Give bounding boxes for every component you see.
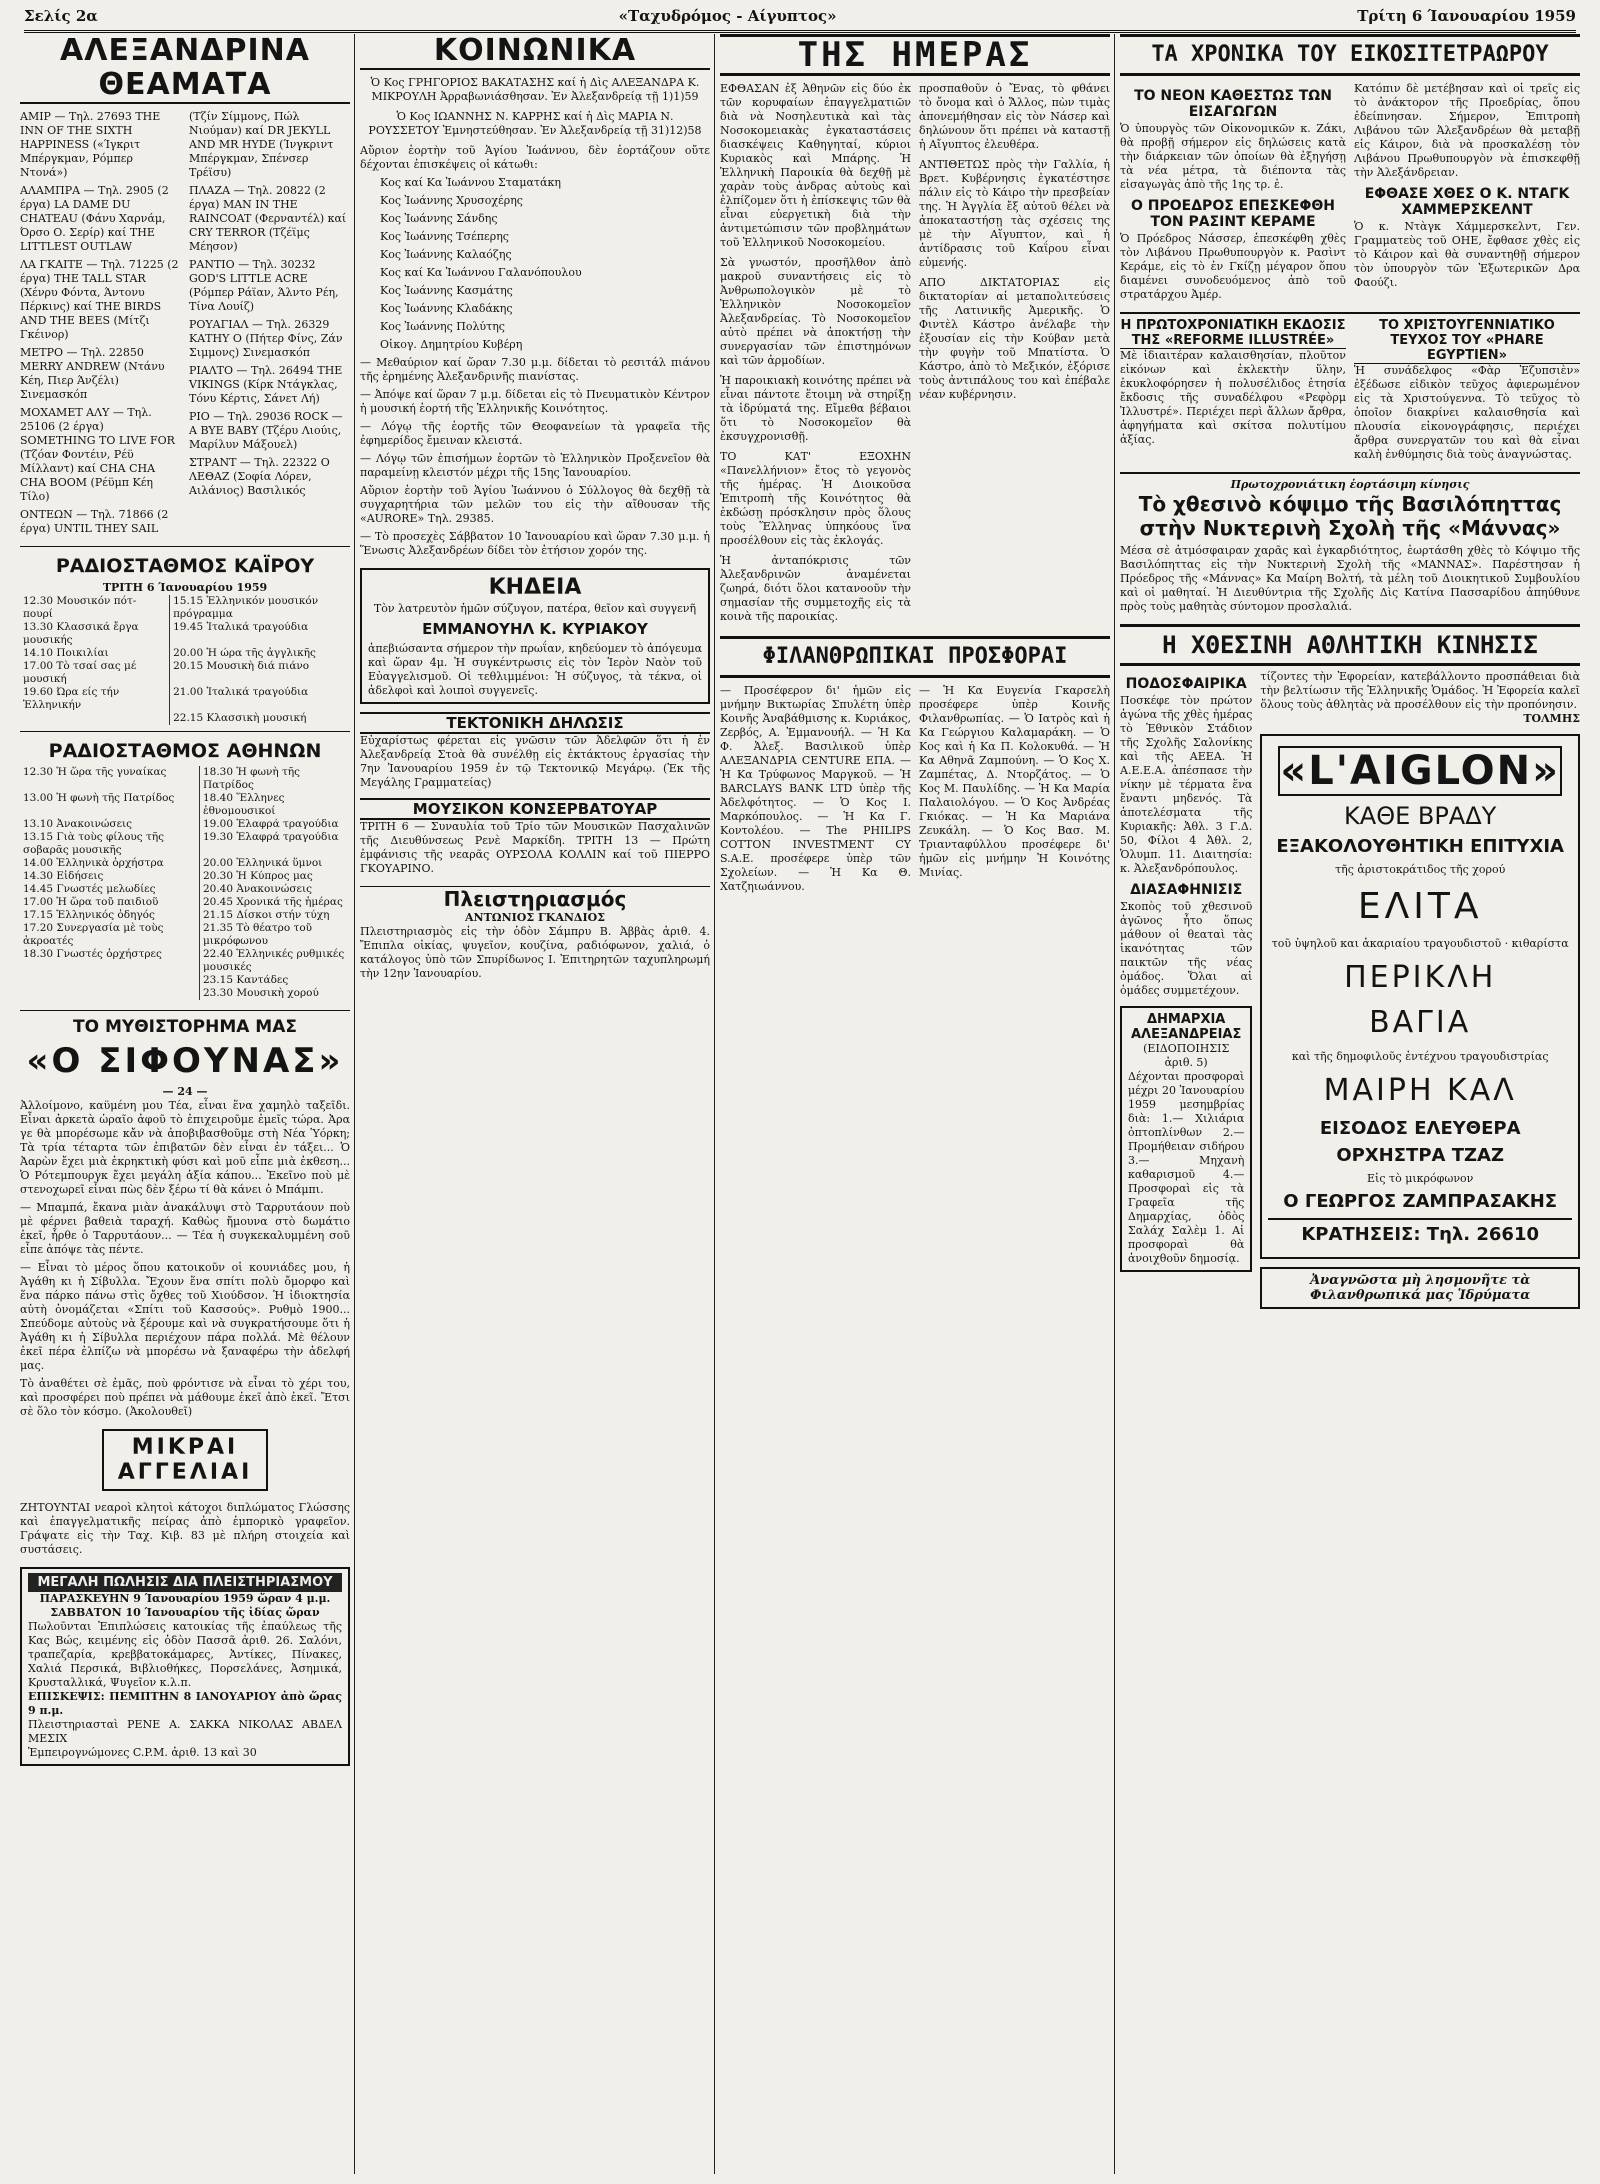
cinema-item: ΡΙΟ — Τηλ. 29036 ROCK — A BYE BABY (Τζέρυ Λιούις, Μαρίλυν Μάξουελ) <box>189 410 343 451</box>
schedule-entry: 13.00 Ἡ φωνὴ τῆς Πατρίδος <box>20 792 199 818</box>
press-text: Ἡ συνάδελφος «Φὰρ Ἐζυπσιὲν» ἐξέδωσε εἰδικὸν τεῦχος ἀφιερωμένον εἰς τὰ Χριστούγεννα. Τὸ τεῦχος τὸ ὁποῖον διακρίνει καλαισθησία καὶ πλουσία εἰκονογράφησις, περιέχει ἄρθρα συνεργατῶν του καὶ θὰ εἶναι καλὴ ἐνθύμησις διὰ τοὺς ἀναγνώστας. <box>1354 364 1580 461</box>
news-text: Ὁ ὑπουργὸς τῶν Οἰκονομικῶν κ. Ζάκι, θὰ προβῇ σήμερον εἰς δηλώσεις κατὰ τὴν διάρκειαν τῶν ὁποίων θὰ ἐξηγήσῃ τὰ νέα μέτρα, τὰ διέποντα τὰς εἰσαγωγὰς ἀπὸ τῆς 1ης τρ. ἐ. <box>1120 122 1346 191</box>
cinema-item: ΜΟΧΑΜΕΤ ΑΛΥ — Τηλ. 25106 (2 έργα) SOMETHING TO LIVE FOR (Τζόαν Φοντέιν, Ρέϋ Μίλλαντ) καί CHA CHA CHA BOOM (Ρέϋμπ Κέη Τίλο) <box>20 406 175 503</box>
news-text: Κατόπιν δὲ μετέβησαν καὶ οἱ τρεῖς εἰς τὸ ἀνάκτορον τῆς Προεδρίας, ὅπου ἐδείπνησαν. Σήμερον, Ἐπιτροπὴ Λιβάνου τῶν Ἀλεξανδρέων θὰ μεταβῇ εἰς Κάιρον, διὰ νὰ προσκαλέσῃ τὸν Λιβάνου Πρωθυπουργὸν νὰ ἐπισκεφθῇ τὴν Ἀλεξάνδρειαν. <box>1354 82 1580 179</box>
cinema-item: ΟΝΤΕΩΝ — Τηλ. 71866 (2 έργα) UNTIL THEY SAIL <box>20 508 169 535</box>
schedule-entry: 19.60 Ώρα είς τήν Ἑλληνικήν <box>20 686 170 712</box>
schedule-entry: 14.45 Γνωστές μελωδίες <box>20 883 199 896</box>
engagement-notice: Ὁ Κος ΙΩΑΝΝΗΣ Ν. ΚΑΡΡΗΣ καί ἡ Δὶς ΜΑΡΙΑ Ν. ΡΟΥΣΣΕΤΟΥ Ἐμνηστεύθησαν. Ἐν Ἀλεξανδρείᾳ τῇ 31)12)58 <box>368 110 702 137</box>
schedule-entry: 20.40 Ἀνακοινώσεις <box>202 883 312 895</box>
auction-text: Πωλοῦνται Ἐπιπλώσεις κατοικίας τῆς ἐπαύλεως τῆς Κας Βώς, κειμένης εἰς ὁδὸν Πασσᾶ ἀριθ. 26. Σαλόνι, τραπεζαρία, κρεββατοκάμαρες, Ἀντίκες, Πίνακες, Χαλιά Περσικά, Βιβλιοθήκες, Πορσελάνες, Ἀσημικά, Κρυσταλλικά, Ψυγεῖον κ.λ.π. <box>28 1620 342 1689</box>
masthead <box>24 6 1576 33</box>
column-rule <box>354 34 355 2174</box>
schedule-entry: 21.00 Ἰταλικά τραγούδια <box>173 686 309 698</box>
social-item: — Μεθαύριον καί ὥραν 7.30 μ.μ. δίδεται τὸ ρεσιτάλ πιάνου τῆς ἐρημένης Ἀλεξανδρινῆς πιανίστας. <box>360 356 710 383</box>
schedule-entry: 18.40 Ἕλληνες ἐθνομουσικοί <box>202 792 285 817</box>
auction2-name: ΑΝΤΩΝΙΟΣ ΓΚΑΝΔΙΟΣ <box>465 911 605 924</box>
news-title: Ο ΠΡΟΕΔΡΟΣ ΕΠΕΣΚΕΦΘΗ ΤΟΝ ΡΑΣΙΝΤ ΚΕΡΑΜΕ <box>1131 198 1335 230</box>
schedule-entry: 20.00 Ἑλληνικά ὕμνοι <box>202 857 323 869</box>
cinema-item: (Τζίν Σίμμονς, Πώλ Νιούμαν) καί DR JEKYLL AND MR HYDE (Ίνγκριντ Μπέργκμαν, Σπένσερ Τρέϊσυ) <box>189 110 334 179</box>
sports-columns <box>1120 670 1580 1317</box>
aiglon-caption: τῆς ἀριστοκράτιδος τῆς χορού <box>1335 863 1506 876</box>
funeral-name: ΕΜΜΑΝΟΥΗΛ Κ. ΚΥΡΙΑΚΟΥ <box>422 620 648 638</box>
schedule-entry: 17.20 Συνεργασία μὲ τοὺς ἀκροατές <box>20 922 199 948</box>
schedule-entry: 13.15 Γιὰ τοὺς φίλους τῆς σοβαρᾶς μουσικῆς <box>20 831 199 857</box>
cinema-listings <box>20 110 350 540</box>
auction-date: ΣΑΒΒΑΤΟΝ 10 Ίανουαρίου τῆς ἰδίας ὥραν <box>50 1606 320 1619</box>
page-number: Σελίς 2α <box>24 7 98 25</box>
news-title: ΕΦΘΑΣΕ ΧΘΕΣ Ο Κ. ΝΤΑΓΚ ΧΑΜΜΕΡΣΚΕΛΝΤ <box>1364 186 1570 218</box>
section-title-day: ΤΗΣ ΗΜΕΡΑΣ <box>720 34 1110 76</box>
aiglon-performer: ΜΑΙΡΗ ΚΑΛ <box>1323 1073 1517 1108</box>
masonic-text: Εὐχαρίστως φέρεται εἰς γνῶσιν τῶν Ἀδελφῶν ὅτι ἡ ἐν Ἀλεξανδρείᾳ Στοὰ θὰ συνέλθῃ εἰς ἐκτάκτους ἐργασίας τὴν 7ην Ἰανουαρίου 1959 ἐν τῷ Τεκτονικῷ Μεγάρῳ. (Ἐκ τῆς Μεγάλης Γραμματείας) <box>360 734 710 789</box>
schedule-entry: 20.15 Μουσικὴ διά πιάνο <box>173 660 310 672</box>
nameday-item: Κος Ἰωάννης Σάνδης <box>380 212 498 225</box>
event-text: Μέσα σὲ ἀτμόσφαιραν χαρᾶς καὶ ἐγκαρδιότητος, ἑωρτάσθη χθὲς τὸ Κόψιμο τῆς Βασιλόπηττας εἰς τὴν Νυκτερινὴ Σχολὴ τῆς «ΜΑΝΝΑΣ». Παρέστησαν ἡ Πρόεδρος τῆς «Μάννας» Κα Μαίρη Βολτή, τὰ μέλη τοῦ Διοικητικοῦ Συμβουλίου καὶ οἱ μαθηταί. Ἡ Διευθύντρια τῆς Σχολῆς Δὶς Κατίνα Πασσαρίδου ἀπηύθυνε πρὸς τοὺς μαθητὰς σύντομον προσλαλιά. <box>1120 544 1580 613</box>
day-article: Ἡ ἀνταπόκρισις τῶν Ἀλεξανδρινῶν ἀναμένεται ζωηρά, διότι ὅλοι κατανοοῦν τὴν σημασίαν τῆς συμμετοχῆς εἰς τὰ κοινὰ τῆς παροικίας. <box>720 554 911 623</box>
schedule-entry: 23.30 Μουσικὴ χορού <box>202 987 319 999</box>
aiglon-reservations: ΚΡΑΤΗΣΕΙΣ: Τηλ. 26610 <box>1268 1218 1572 1245</box>
column-entertainment <box>20 34 350 2174</box>
auction2-title: Πλειστηριασμός <box>360 886 710 911</box>
event-title: Τὸ χθεσινὸ κόψιμο τῆς Βασιλόπηττας στὴν Νυκτερινὴ Σχολὴ τῆς «Μάννας» <box>1138 492 1562 540</box>
press-title: ΤΟ ΧΡΙΣΤΟΥΓΕΝΝΙΑΤΙΚΟ ΤΕΥΧΟΣ ΤΟΥ «PHARE EGYPTIEN» <box>1354 318 1580 364</box>
sports-sub: ΠΟΔΟΣΦΑΙΡΙΚΑ <box>1125 676 1247 692</box>
schedule-entry: 20.45 Χρονικά τῆς ἡμέρας <box>202 896 343 908</box>
schedule-entry: 19.00 Ἐλαφρά τραγούδια <box>202 818 339 830</box>
schedule-entry: 15.15 Ἑλληνικόν μουσικόν πρόγραμμα <box>173 595 319 620</box>
novel-paragraph: — Εἶναι τὸ μέρος ὅπου κατοικοῦν οἱ κουνιάδες μου, ἡ Ἀγάθη κι ἡ Σίβυλλα. Ἔχουν ἕνα σπίτι πολὺ ὄμορφο καὶ ἕνα πάρκο πάνω στὶς ὄχθες τοῦ Χιούδσον. Ἡ ἰδιοκτησία αὐτὴ ὀνομάζεται «Σπίτι τοῦ Κασσούς». Ρυθμὸ 1900... Σπεύδομε αὐτοὺς νὰ ξέρουμε καὶ νὰ συγκρατήσουμε ὅτι ἡ Ἀγάθη κι ἡ Σίβυλλα περιέχουν πάρα πολλά. Μὲ θέλουν ἐκεῖ πέρα ἐλπίζω νὰ μπορέσω νὰ ξαναφέρω τὴν ἀδελφή μας. <box>20 1261 350 1372</box>
classified-ad: ΖΗΤΟΥΝΤΑΙ νεαροὶ κλητοὶ κάτοχοι διπλώματος Γλώσσης καὶ ἐπαγγελματικῆς πείρας ἀπὸ ἐμπορικὸ γραφεῖον. Γράψατε εἰς τὴν Ταχ. Κιβ. 83 μὲ πλήρη στοιχεία καὶ συστάσεις. <box>20 1501 350 1556</box>
aiglon-performer: ΠΕΡΙΚΛΗ <box>1344 960 1497 995</box>
novel-label: ΤΟ ΜΥΘΙΣΤΟΡΗΜΑ ΜΑΣ <box>73 1017 297 1037</box>
aiglon-name: «L'AIGLON» <box>1280 748 1560 794</box>
funeral-intro: Τὸν λατρευτὸν ἡμῶν σύζυγον, πατέρα, θεῖον καὶ συγγενῆ <box>373 602 697 615</box>
engagement-notice: Ὁ Κος ΓΡΗΓΟΡΙΟΣ ΒΑΚΑΤΑΣΗΣ καί ἡ Δὶς ΑΛΕΞΑΝΔΡΑ Κ. ΜΙΚΡΟΥΛΗ Ἀρραβωνιάσθησαν. Ἐν Ἀλεξανδρείᾳ τῇ 1)1)59 <box>370 76 700 103</box>
day-article: ΑΝΤΙΘΕΤΩΣ πρὸς τὴν Γαλλία, ἡ Βρετ. Κυβέρνησις ἐγκατέστησε πάλιν εἰς τὸ Κάιρο τὴν πρεσβείαν της. Ἡ Ἀγγλία ἔξ αὐτοῦ θέλει νὰ ἀποκαταστήσῃ τὰς σχέσεις της μὲ τὴν Αἴγυπτον, καὶ ἡ ἀντίδρασις τοῦ Καΐρου εἶναι εὐμενής. <box>919 158 1110 269</box>
nameday-item: Κος Ἰωάννης Κλαδάκης <box>380 302 513 315</box>
novel-installment: — 24 — <box>162 1085 208 1098</box>
social-item: Αὔριον ἑορτὴν τοῦ Ἁγίου Ἰωάννου ὁ Σύλλογος θὰ δεχθῇ τὰ συγχαρητήρια τῶν μελῶν του εἰς τὴν αἴθουσαν τῆς «AURORE» Τηλ. 29385. <box>360 484 710 525</box>
schedule-entry: 13.30 Κλασσικά ἔργα μουσικής <box>20 621 170 647</box>
sports-text: Ποσκέφε τὸν πρώτον ἀγώνα τῆς χθὲς ἡμέρας τὸ Ἐθνικὸν Στάδιον τῆς Σχολῆς Σαλονίκης καὶ τῆς ΑΕΕΑ. Ἡ Α.Ε.Ε.Α. ἀπέσπασε τὴν νίκην μὲ τέρματα ἕνα ἔναντι μηδενός. Τὰ ἀποτελέσματα τῆς Κυριακῆς: Ἀθλ. 3 Γ.Δ. 50, Φίλοι 4 Ἀθλ. 2, Ὁλυμπ. 11. Διαιτησία: κ. Ἀλεξανδρόπουλος. <box>1120 694 1253 875</box>
day-article: ΑΠΟ ΔΙΚΤΑΤΟΡΙΑΣ εἰς δικτατορίαν αἱ μεταπολιτεύσεις τῆς Λατινικῆς Ἀμερικῆς. Ὁ Φιντὲλ Κάστρο ἀνέλαβε τὴν ἐξουσίαν εἰς τὴν Κούβαν μετὰ τὴν φυγὴν τοῦ Μπατίστα. Ὁ Κάστρο, ἀπὸ τὸ Μεξικόν, ἐξόρισε τοὺς ἀντιπάλους του καὶ ἐπέβαλε νέαν κυβέρνησιν. <box>919 276 1110 401</box>
auction-visit: ΕΠΙΣΚΕΨΙΣ: ΠΕΜΠΤΗΝ 8 ΙΑΝΟΥΑΡΙΟΥ ἀπὸ ὥρας 9 π.μ. <box>28 1690 342 1717</box>
municipality-sub: (ΕΙΔΟΠΟΙΗΣΙΣ ἀριθ. 5) <box>1143 1042 1230 1069</box>
press-title: Η ΠΡΩΤΟΧΡΟΝΙΑΤΙΚΗ ΕΚΔΟΣΙΣ ΤΗΣ «REFORME ILLUSTRÉE» <box>1120 318 1346 348</box>
chronicles-columns <box>1120 82 1580 302</box>
issue-date: Τρίτη 6 Ίανουαρίου 1959 <box>1357 7 1576 25</box>
aiglon-ad <box>1260 734 1580 1259</box>
column-rule <box>1114 34 1115 2174</box>
nameday-intro: Αὔριον ἑορτὴν τοῦ Ἁγίου Ἰωάννου, δὲν ἑορτάζουν οὔτε δέχονται ἐπισκέψεις οἱ κάτωθι: <box>360 144 710 171</box>
press-columns <box>1120 312 1580 462</box>
cinema-item: ΜΕΤΡΟ — Τηλ. 22850 MERRY ANDREW (Ντάνυ Κέη, Πιερ Άνζέλι) Σινεμασκόπ <box>20 346 165 401</box>
radio-cairo-title: ΡΑΔΙΟΣΤΑΘΜΟΣ ΚΑΪΡΟΥ <box>55 555 315 577</box>
schedule-entry: 22.15 Κλασσικὴ μουσική <box>173 712 307 724</box>
schedule-entry: 17.00 Ἡ ὥρα τοῦ παιδιοῦ <box>20 896 199 909</box>
nameday-item: Κος Ἰωάννης Κασμάτης <box>380 284 513 297</box>
aiglon-caption: τοῦ ὑψηλοῦ και ἀκαριαίου τραγουδιστοῦ · κιθαρίστα <box>1271 937 1569 950</box>
day-columns <box>720 82 1110 624</box>
sports-text: τίζοντες τὴν Ἐφορείαν, κατεβάλλοντο προσπάθειαι διὰ τὴν βελτίωσιν τῆς Ἑλληνικῆς Ὁμάδος. Ἡ Ἐφορεία καλεῖ ὅλους τοὺς ἀθλητὰς νὰ προσέλθουν εἰς τὴν προπόνησιν. <box>1260 670 1580 711</box>
schedule-entry: 14.00 Ἑλληνικὰ ὀρχήστρα <box>20 857 199 870</box>
nameday-item: Κος Ἰωάννης Πολύτης <box>380 320 505 333</box>
cinema-item: ΣΤΡΑΝΤ — Τηλ. 22322 Ο ΛΕΘΑΖ (Σοφία Λόρεν, Αιλάνιος) Βασιλικός <box>189 456 330 497</box>
social-item: — Ἀπόψε καί ὥραν 7 μ.μ. δίδεται εἰς τὸ Πνευματικὸν Κέντρον ἡ μουσική ἑορτή τῆς Ἑλληνικῆς Κοινότητος. <box>360 388 710 415</box>
column-rule <box>714 34 715 2174</box>
radio-athens-schedule <box>20 766 350 1000</box>
charity-list: — Προσέφερον δι' ἡμῶν εἰς μνήμην Βικτωρίας Σπυλέτη ὑπὲρ Κοινῆς Ἀναβάθμισης κ. Κυριάκος, Ζερβός, Α. Ἐμμανουήλ. — Ἡ Κα Φ. Ἀλεξ. Βασιλικοῦ ὑπὲρ ΑΛΕΞΑΝΔΡΙΑ CENTURE ΕΠΑ. — Ἡ Κα Τρύφωνος Μαργκοῦ. — Ἡ BARCLAYS BANK LTD ὑπὲρ τῆς Ἀδελφότητος. — Ὁ Κος Ι. Μαρκόπουλος. — Ἡ Κα Γ. Κοντολέου. — The PHILIPS COTTON INVESTMENT CY S.A.E. προσέφερε ὑπὲρ τῶν Σχολείων. — Ἡ Κα Θ. Χατζηιωάννου. <box>720 684 911 893</box>
column-chronicles <box>1120 34 1580 2174</box>
schedule-entry: 22.40 Ἑλληνικές ρυθμικές μουσικές <box>202 948 345 973</box>
aiglon-free-entry: ΕΙΣΟΔΟΣ ΕΛΕΥΘΕΡΑ <box>1319 1118 1521 1139</box>
section-title-social: ΚΟΙΝΩΝΙΚΑ <box>360 34 710 70</box>
event-article <box>1120 472 1580 614</box>
funeral-title: ΚΗΔΕΙΑ <box>488 575 582 600</box>
schedule-entry: 13.10 Ἀνακοινώσεις <box>20 818 199 831</box>
aiglon-performer: Ο ΓΕΩΡΓΟΣ ΖΑΜΠΡΑΣΑΚΗΣ <box>1283 1191 1558 1212</box>
schedule-entry: 17.15 Ἑλληνικός ὀδηγός <box>20 909 199 922</box>
auction-experts: Ἐμπειρογνώμονες C.P.M. ἀριθ. 13 καὶ 30 <box>28 1746 257 1759</box>
column-social <box>360 34 710 2174</box>
nameday-item: Κος Ἰωάννης Καλαόζης <box>380 248 512 261</box>
auction-ad <box>20 1567 350 1766</box>
novel-paragraph: Τὸ ἀναθέτει σὲ ἐμᾶς, ποὺ φρόντισε νὰ εἶναι τὸ χέρι του, καὶ προσφέρει ποὺ πρέπει νὰ μάθουμε ἐκεῖ ἀπὸ ἐκεῖ. Ἔτσι σὲ ὅλο τὸν κόσμο. (Ἀκολουθεῖ) <box>20 1377 350 1418</box>
funeral-notice <box>360 568 710 704</box>
novel-title: «Ο ΣΙΦΟΥΝΑΣ» <box>26 1041 344 1081</box>
nameday-item: Κος καί Κα Ἰωάννου Γαλανόπουλου <box>380 266 582 279</box>
radio-cairo-schedule <box>20 595 350 725</box>
aiglon-every-night: ΚΑΘΕ ΒΡΑΔΥ <box>1344 802 1497 830</box>
schedule-entry: 18.30 Ἡ φωνὴ τῆς Πατρίδος <box>202 766 301 791</box>
schedule-entry: 12.30 Μουσικόν πότ-πουρί <box>20 595 170 621</box>
auction-auctioneers: Πλειστηριασταὶ ΡΕΝΕ Α. ΣΑΚΚΑ ΝΙΚΟΛΑΣ ΑΒΔΕΛ ΜΕΣΙΧ <box>28 1718 342 1745</box>
municipality-text: Δέχονται προσφοραὶ μέχρι 20 Ἰανουαρίου 1959 μεσημβρίας διὰ: 1.— Χιλιάρια ὀπτοπλίνθων 2.— Προμήθειαν σιδήρου 3.— Μηχανὴ καθαρισμοῦ 4.— Προσφοραὶ εἰς τὰ Γραφεῖα τῆς Δημαρχίας, ὁδὸς Σαλάχ Σαλὲμ 1. Αἱ προσφοραὶ θὰ ἀνοιχθοῦν δημοσίᾳ. <box>1128 1070 1245 1265</box>
day-article: ΕΦΘΑΣΑΝ ἐξ Ἀθηνῶν εἰς δύο ἐκ τῶν κορυφαίων ἐπαγγελματιῶν διὰ νὰ Νοσηλευτικὰ καὶ τὰς Νοσοκομειακὰς ἐγκαταστάσεις διασκέψεις Καθηγηταί, κύριοι Κυριακὸς καὶ Μπάρης. Ἡ Ἑλληνικὴ Παροικία θὰ δεχθῇ μὲ χαρὰν τοὺς ἀνδρας αὐτοὺς καὶ ἐλπίζομεν ὅτι ἡ ἐπίσκεψις τῶν θὰ εἶναι εὐεργετικὴ διὰ τὴν ἀντιμετώπισιν τῶν προβλημάτων τοῦ Ἑλληνικοῦ Νοσοκομείου. <box>720 82 911 249</box>
charity-title: ΦΙΛΑΝΘΡΩΠΙΚΑΙ ΠΡΟΣΦΟΡΑΙ <box>720 636 1110 678</box>
schedule-entry: 14.10 Ποικιλίαι <box>20 647 170 660</box>
cinema-item: ΑΛΑΜΠΡΑ — Τηλ. 2905 (2 έργα) LA DAME DU CHATEAU (Φάνυ Χαρνάμ, Όρσο Ο. Σερίρ) καί THE LITTLEST OUTLAW <box>20 184 169 253</box>
aiglon-success: ΕΞΑΚΟΛΟΥΘΗΤΙΚΗ ΕΠΙΤΥΧΙΑ <box>1276 836 1564 857</box>
auction-date: ΠΑΡΑΣΚΕΥΗΝ 9 Ίανουαρίου 1959 ὥραν 4 μ.μ. <box>39 1592 331 1605</box>
schedule-entry: 14.30 Εἰδήσεις <box>20 870 199 883</box>
schedule-entry: 17.00 Τὸ τσαί σας μέ μουσική <box>20 660 170 686</box>
news-title: ΤΟ ΝΕΟΝ ΚΑΘΕΣΤΩΣ ΤΩΝ ΕΙΣΑΓΩΓΩΝ <box>1134 88 1332 120</box>
aiglon-performer: ΒΑΓΙΑ <box>1369 1005 1472 1040</box>
classifieds-title: ΜΙΚΡΑΙ ΑΓΓΕΛΙΑΙ <box>117 1435 253 1485</box>
schedule-entry: 21.35 Τὸ θέατρο τοῦ μικρόφωνου <box>202 922 313 947</box>
sports-sub: ΔΙΑΣΑΦΗΝΙΣΙΣ <box>1130 882 1243 898</box>
sports-title: Η ΧΘΕΣΙΝΗ ΑΘΛΗΤΙΚΗ ΚΙΝΗΣΙΣ <box>1120 624 1580 666</box>
day-article: προσπαθοῦν ὁ Ἔνας, τὸ φθάνει τὸ ὄνομα καὶ ὁ Ἄλλος, πὼν τιμὰς ἀπονεμήθησαν εἰς τὸν Νάσερ καὶ δηλώνουν ὅτι πρέπει νὰ καταστῇ ἡ Αἴγυπτος ἐλευθέρα. <box>919 82 1110 151</box>
radio-athens-title: ΡΑΔΙΟΣΤΑΘΜΟΣ ΑΘΗΝΩΝ <box>48 740 322 762</box>
auction-title: ΜΕΓΑΛΗ ΠΩΛΗΣΙΣ ΔΙΑ ΠΛΕΙΣΤΗΡΙΑΣΜΟΥ <box>28 1573 342 1592</box>
aiglon-caption: Εἰς τὸ μικρόφωνον <box>1367 1172 1474 1185</box>
sports-text: Σκοπὸς τοῦ χθεσινοῦ ἀγῶνος ἦτο ὅπως μάθουν οἱ θεαταὶ τὰς ἱκανότητας τῶν παικτῶν τῆς νέας ὁμάδος. Ὅλαι αἱ ὁμάδες συμμετέχουν. <box>1120 900 1253 997</box>
cinema-item: ΡΟΥΑΓΙΑΛ — Τηλ. 26329 ΚΑΤΗΥ Ο (Πήτερ Φίνς, Ζάν Σιμμονς) Σινεμασκόπ <box>189 318 343 359</box>
schedule-entry: 19.30 Ἐλαφρά τραγούδια <box>202 831 339 843</box>
day-article: Σὰ γνωστόν, προσῆλθον ἀπὸ μακροῦ συναντήσεις εἰς τὸ Ἀνθρωπολογικὸν μὲ τὸ Ἑλληνικὸν Νοσοκομεῖον Ἀλεξανδρείας. Τὸ Νοσοκομεῖον αὐτὸ πρέπει νὰ ἀποκτήσῃ τὴν συνεργασίαν τῶν ἐπιστημόνων καὶ τῶν ἀρμοδίων. <box>720 256 911 367</box>
cinema-item: ΡΙΑΛΤΟ — Τηλ. 26494 THE VIKINGS (Κίρκ Ντάγκλας, Τόνυ Κέρτις, Σάνετ Λή) <box>189 364 343 405</box>
sports-signature: ΤΟΛΜΗΣ <box>1523 712 1580 725</box>
nameday-item: Κος Ἰωάννης Τσέπερης <box>380 230 509 243</box>
news-text: Ὁ κ. Ντὰγκ Χάμμερσκελντ, Γεν. Γραμματεὺς τοῦ ΟΗΕ, ἔφθασε χθὲς εἰς τὸ Κάιρον καὶ θὰ συναντηθῇ σήμερον τὸν ὑπουργὸν τῶν Ἐξωτερικῶν Δρα Φαούζι. <box>1354 220 1580 289</box>
classifieds-box <box>102 1429 268 1491</box>
social-item: — Λόγῳ τῶν ἐπισήμων ἑορτῶν τὸ Ἑλληνικὸν Προξενεῖον θὰ παραμείνῃ κλειστόν μέχρι τῆς 15ης Ἰανουαρίου. <box>360 452 710 479</box>
charity-list: — Ἡ Κα Ευγενία Γκαρσελὴ προσέφερε ὑπὲρ Κοινῆς Φιλανθρωπίας. — Ὁ Ιατρὸς καὶ ἡ Κα Γεώργιου Καλαμαράκη. — Ὁ Κος καὶ ἡ Κα Π. Κολοκυθά. — Ἡ Κα Αθηνᾶ Ζαμπούνη. — Ὁ Κος Χ. Ζαμπέτας, Δ. Ντορζάτος. — Ὁ Κος Μ. Παυλίδης. — Ἡ Κα Μαρία Παλαιολόγου. — Ὁ Κος Ἀνδρέας Γκιόκας. — Ἡ Κα Μαριάνα Ζευκάλη. — Ὁ Κος Βασ. Μ. Τριανταφύλλου προσέφερε δι' ἡμῶν εἰς μνήμην Ἡ Κοινότης Μινίας. <box>919 684 1110 879</box>
cinema-item: ΡΑΝΤΙΟ — Τηλ. 30232 GOD'S LITTLE ACRE (Ρόμπερ Ράϊαν, Άλντο Ρέη, Τίνα Λουίζ) <box>189 258 339 313</box>
aiglon-orchestra: ΟΡΧΗΣΤΡΑ ΤΖΑΖ <box>1336 1145 1505 1166</box>
cinema-item: ΠΛΑΖΑ — Τηλ. 20822 (2 έργα) MAN IN THE RAINCOAT (Φερναντέλ) καί CRY TERROR (Τζέϊμς Μέησον) <box>189 184 347 253</box>
novel-paragraph: Ἀλλοίμονο, καϋμένη μου Τέα, εἶναι ἕνα χαμηλὸ ταξεῖδι. Εἶναι ἀρκετὰ ὡραῖο ἀφοῦ τὸ ἐπιχειροῦμε ἐμεῖς τώρα. Ἀρα γε θὰ μπορέσωμε κἄν νὰ ἀποβιβασθοῦμε στὴ Νέα Ὑόρκη; Τὰ τρία τέταρτα τῶν ἐπιβατῶν δὲν εἶναι ἐν τάξει... Ὁ Ἀαρὼν ἔχει μιὰ ἐκρηκτικὴ φύσι καὶ μοῦ εἶπε μιὰ ἐκθεση... Ὁ Ρότεμπουργκ ἔχει μεγάλη ἀξία κάπου... Ἐκεῖνο ποὺ μὲ στενοχωρεῖ εἶναι πὼς δὲν ξέρω τί θὰ κάνει ὁ Μπάμπι. <box>20 1099 350 1196</box>
social-item: — Τὸ προσεχὲς Σάββατον 10 Ἰανουαρίου καὶ ὥραν 7.30 μ.μ. ἡ Ἕνωσις Ἀλεξανδρέων δίδει τὸν ἐτήσιον χορόν της. <box>360 530 710 557</box>
cinema-list-left <box>20 110 181 536</box>
section-title-chronicles: ΤΑ ΧΡΟΝΙΚΑ ΤΟΥ ΕΙΚΟΣΙΤΕΤΡΑΩΡΟΥ <box>1120 34 1580 76</box>
cinema-list-right <box>189 110 350 498</box>
news-text: Ὁ Πρόεδρος Νάσσερ, ἐπεσκέφθη χθὲς τὸν Λιβάνου Πρωθυπουργὸν κ. Ρασὶντ Κεράμε, εἰς τὸ ἐν Γκίζῃ μέγαρον ὅπου διαμένει συνοδευόμενος ἀπὸ τοῦ στρατάρχου Ἀμέρ. <box>1120 232 1346 301</box>
conservatory-title: ΜΟΥΣΙΚΟΝ ΚΟΝΣΕΡΒΑΤΟΥΑΡ <box>360 798 710 820</box>
cinema-item: ΑΜΙΡ — Τηλ. 27693 THE INN OF THE SIXTH HAPPINESS («Ίγκριτ Μπέργκμαν, Ρόμπερ Ντονά») <box>20 110 161 179</box>
schedule-entry: 12.30 Ἡ ὥρα τῆς γυναίκας <box>20 766 199 792</box>
section-title-theaters: ΑΛΕΞΑΝΔΡΙΝΑ ΘΕΑΜΑΤΑ <box>20 34 350 104</box>
masonic-title: ΤΕΚΤΟΝΙΚΗ ΔΗΛΩΣΙΣ <box>360 712 710 734</box>
schedule-entry: 19.45 Ἰταλικά τραγούδια <box>173 621 309 633</box>
radio-cairo-date: ΤΡΙΤΗ 6 Ίανουαρίου 1959 <box>102 581 268 594</box>
day-article: ΤΟ ΚΑΤ' ΕΞΟΧΗΝ «Πανελλήνιον» ἔτος τὸ γεγονὸς τῆς ἡμέρας. Ἡ Διοικοῦσα Ἐπιτροπὴ τῆς Κοινότητος θὰ ἐκδώσῃ πρόσκλησιν πρὸς ὅλους τοὺς Ἕλληνας ὑπηκόους ἵνα προσέλθουν εἰς τὰς ἐκλογάς. <box>720 450 911 547</box>
schedule-entry: 18.30 Γνωστές ὀρχήστρες <box>20 948 199 974</box>
aiglon-caption: καὶ τῆς δημοφιλοῦς ἐντέχνου τραγουδιστρίας <box>1291 1050 1549 1063</box>
novel-paragraph: — Μπαμπά, ἔκανα μιὰν ἀνακάλυψι στὸ Ταρρυτάουν ποὺ μὲ φέρνει βαθειὰ ταραχή. Καθὼς ἤμουνα στὸ δωμάτιο ἐκεῖ, ἦρθε ὁ Ταρρυτάουν... — Τέα ἡ συγκεκαλυμμένη σοῦ εἶπε ἀπόψε τὰς πέντε. <box>20 1201 350 1256</box>
funeral-text: ἀπεβιώσαντα σήμερον τὴν πρωΐαν, κηδεύομεν τὸ ἀπόγευμα καὶ ὥραν 4μ. Ἡ συγκέντρωσις εἰς τὸν Ἱερὸν Ναὸν τοῦ Εὐαγγελισμοῦ. Οἱ τεθλιμμένοι: Ἡ σύζυγος, τὰ τέκνα, οἱ ἀδελφοὶ καὶ λοιποὶ συγγενεῖς. <box>368 642 702 697</box>
auction2-text: Πλειστηριασμὸς εἰς τὴν ὁδὸν Σάμπρυ Β. Ἀββὰς ἀριθ. 4. Ἔπιπλα οἰκίας, ψυγεῖον, κουζίνα, ραδιόφωνον, χαλιά, ὁ κατάλογος ὑπὸ τῶν Σπυρίδωνος Ι. Ἐπιτηρητῶν ταχυπληρωμή τὴν 12ην Ἰανουαρίου. <box>360 925 710 980</box>
cinema-item: ΛΑ ΓΚΑΙΤΕ — Τηλ. 71225 (2 έργα) THE TALL STAR (Χένρυ Φόντα, Άντονυ Πέρκινς) καί THE BIRDS AND THE BEES (Μίτζι Γκέινορ) <box>20 258 179 341</box>
column-day <box>720 34 1110 2174</box>
nameday-item: Οἰκογ. Δημητρίου Κυβέρη <box>380 338 523 351</box>
municipality-title: ΔΗΜΑΡΧΙΑ ΑΛΕΞΑΝΔΡΕΙΑΣ <box>1130 1012 1242 1042</box>
conservatory-text: ΤΡΙΤΗ 6 — Συναυλία τοῦ Τρίο τῶν Μουσικῶν Πασχαλινῶν τῆς Διευθύνσεως Ρενὲ Μαρκίδη. ΤΡΙΤΗ 13 — Πρώτη ἐμφάνισις τῆς νεαρᾶς ΟΥΡΣΟΛΑ ΚΟΛΛΙΝ καί τοῦ ΠΙΕΡΡΟ ΓΚΟΥΑΡΙΝΟ. <box>360 820 710 875</box>
charity-columns <box>720 684 1110 894</box>
nameday-list <box>380 176 710 352</box>
schedule-entry: 20.30 Ἡ Κύπρος μας <box>202 870 313 882</box>
newspaper-name: «Ταχυδρόμος - Αίγυπτος» <box>618 7 837 25</box>
day-article: Ἡ παροικιακὴ κοινότης πρέπει νὰ εἶναι πάντοτε ἕτοιμη νὰ στηρίξῃ τὰ ἱδρύματά της. Εἴμεθα βέβαιοι ὅτι τὸ Νοσοκομεῖον θὰ ἐκσυγχρονισθῇ. <box>720 374 911 443</box>
schedule-entry: 23.15 Καντάδες <box>202 974 289 986</box>
nameday-item: Κος καί Κα Ἰωάννου Σταματάκη <box>380 176 561 189</box>
schedule-entry: 21.15 Δίσκοι στήν τύχη <box>202 909 330 921</box>
social-item: — Λόγῳ τῆς ἑορτῆς τῶν Θεοφανείων τὰ γραφεῖα τῆς ἐφημερίδος ἔμειναν κλειστά. <box>360 420 710 447</box>
event-label: Πρωτοχρονιάτικη ἑορτάσιμη κίνησις <box>1230 478 1470 491</box>
aiglon-performer: ΕΛΙΤΑ <box>1357 886 1483 927</box>
nameday-item: Κος Ἰωάννης Χρυσοχέρης <box>380 194 523 207</box>
schedule-entry: 20.00 Ἡ ώρα τῆς ἀγγλικῆς <box>173 647 316 659</box>
municipality-notice <box>1120 1006 1252 1272</box>
charity-reminder: Ἀναγνῶστα μὴ λησμονῆτε τὰ Φιλανθρωπικά μας Ἱδρύματα <box>1260 1267 1580 1309</box>
press-text: Μὲ ἰδιαιτέραν καλαισθησίαν, πλοῦτον εἰκόνων καὶ ἐκλεκτὴν ὕλην, ἐκυκλοφόρησεν ἡ πολυσέλιδος ἐτησία ἔκδοσις τῆς συναδέλφου «Ρεφὸρμ Ἰλλυστρέ». Περιέχει περὶ ἄλλων ἄρθρα, ἀφηγήματα καὶ σκίτσα πολυτίμου ἀξίας. <box>1120 349 1346 446</box>
